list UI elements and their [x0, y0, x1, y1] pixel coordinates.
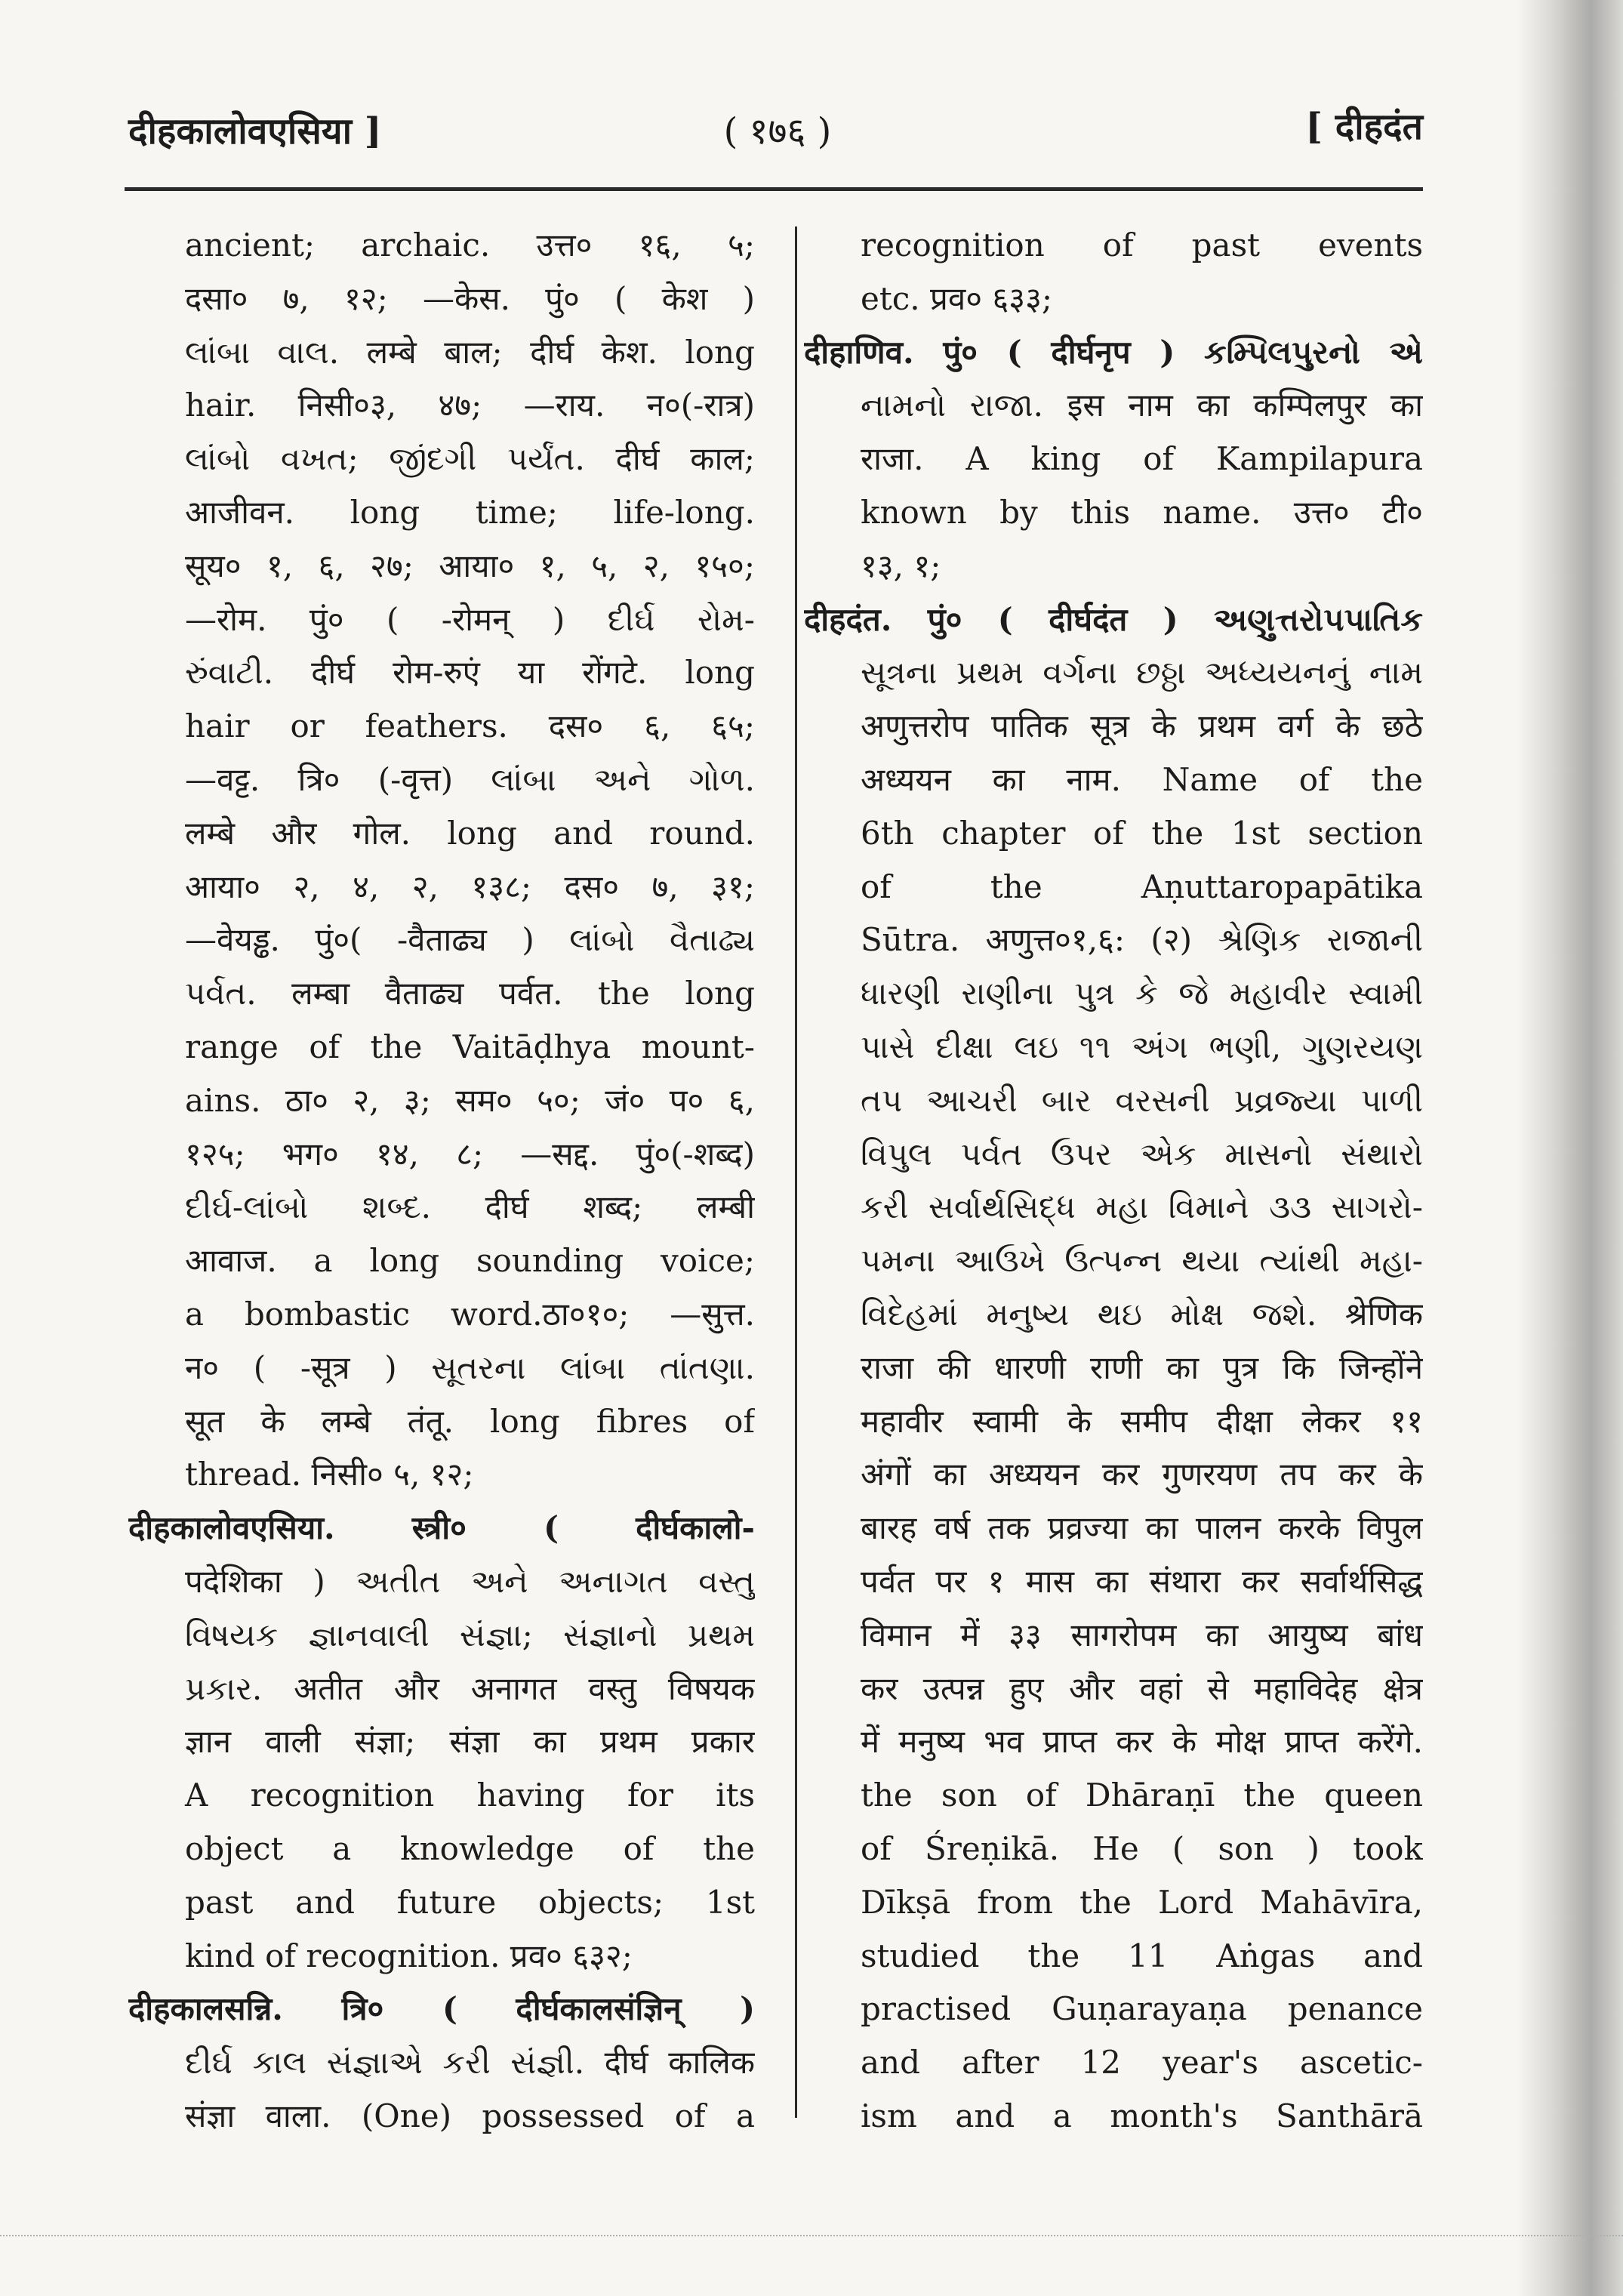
- text-line: में मनुष्य भव प्राप्त कर के मोक्ष प्राप्त करेंगे.: [861, 1723, 1423, 1761]
- text-line: १३, १;: [861, 547, 941, 584]
- text-line: दसा० ७, १२; —केस. पुं० ( केश ): [185, 279, 755, 317]
- page-number: ( १७६ ): [723, 110, 832, 153]
- text-line: known by this name. उत्त० टी०: [861, 493, 1423, 531]
- text-line: १२५; भग० १४, ८; —सद्द. पुं०(-शब्द): [185, 1135, 755, 1173]
- text-line: studied the 11 Aṅgas and: [861, 1937, 1423, 1974]
- text-line: સૂત્રના પ્રથમ વર્ગના છઠ્ઠા અધ્યયનનું નામ: [861, 654, 1423, 692]
- text-line: 6th chapter of the 1st section: [861, 814, 1423, 852]
- text-line: पदेशिका ) અતીત અને અનાગત વસ્તુ: [185, 1562, 755, 1600]
- text-line: सूत के लम्बे तंतू. long fibres of: [185, 1402, 755, 1440]
- text-line: લાંબો વખત; જીંદગી પર્યંત. दीर्घ काल;: [185, 440, 755, 478]
- text-line: पर्वत पर १ मास का संथारा कर सर्वार्थसिद्ध: [861, 1562, 1423, 1600]
- text-line: अणुत्तरोप पातिक सूत्र के प्रथम वर्ग के छठे: [861, 707, 1423, 745]
- text-line: राजा की धारणी राणी का पुत्र कि जिन्होंने: [861, 1348, 1423, 1386]
- text-line: ancient; archaic. उत्त० १६, ५;: [185, 227, 755, 264]
- text-line: દીર્ઘ-લાંબો શબ્દ. दीर्घ शब्द; लम्बी: [185, 1188, 755, 1226]
- column-divider: [795, 227, 797, 2118]
- text-line: आया० २, ४, २, १३८; दस० ७, ३१;: [185, 868, 755, 905]
- right-column: [804, 219, 1423, 2143]
- text-line: अध्ययन का नाम. Name of the: [861, 760, 1423, 798]
- text-line: ism and a month's Santhārā: [861, 2097, 1423, 2134]
- text-line: of the Aṇuttaropapātika: [861, 868, 1423, 905]
- text-line: દીર્ઘ કાલ સંજ્ઞાએ કરી સંજ્ઞી. दीर्घ कालिक: [185, 2044, 755, 2082]
- text-line: range of the Vaitāḍhya mount-: [185, 1028, 755, 1065]
- text-line: A recognition having for its: [185, 1777, 755, 1814]
- text-line: પમના આઉખે ઉત્પન્ન થયા ત્યાંથી મહા-: [861, 1242, 1423, 1280]
- text-line: recognition of past events: [861, 227, 1423, 264]
- bottom-scan-edge: [0, 2235, 1623, 2244]
- headword-line: दीहकालोवएसिया. स्त्री० ( दीर्घकालो-: [128, 1509, 755, 1547]
- left-column: [128, 219, 755, 2143]
- text-line: —वेयड्ढ. पुं०( -वैताढ्य ) લાંબો વૈતાઢ્ય: [185, 921, 755, 959]
- text-line: કરી સર્વાર્થસિદ્ધ મહા વિમાને ૩૩ સાગરો-: [861, 1188, 1423, 1226]
- text-line: લાંબા વાલ. लम्बे बाल; दीर्घ केश. long: [185, 333, 755, 371]
- text-line: વિષયક જ્ઞાનવાલી સંજ્ઞા; સંજ્ઞાનો પ્રથમ: [185, 1616, 755, 1653]
- text-line: hair. निसी०३, ४७; —राय. न०(-रात्र): [185, 387, 755, 424]
- text-line: નામનો રાજા. इस नाम का कम्पिलपुर का: [861, 387, 1423, 424]
- text-line: Dīkṣā from the Lord Mahāvīra,: [861, 1883, 1423, 1921]
- text-line: महावीर स्वामी के समीप दीक्षा लेकर ११: [861, 1402, 1423, 1440]
- text-line: વિપુલ પર્વત ઉપર એક માસનો સંથારો: [861, 1135, 1423, 1173]
- text-line: ज्ञान वाली संज्ञा; संज्ञा का प्रथम प्रकार: [185, 1723, 755, 1761]
- text-line: सूय० १, ६, २७; आया० १, ५, २, १५०;: [185, 547, 755, 584]
- text-line: kind of recognition. प्रव० ६३२;: [185, 1937, 633, 1974]
- text-line: विमान में ३३ सागरोपम का आयुष्य बांध: [861, 1616, 1423, 1653]
- page-edge-shadow: [1517, 0, 1623, 2296]
- headword-line: दीहकालसन्नि. त्रि० ( दीर्घकालसंज्ञिन् ): [128, 1990, 755, 2028]
- text-line: વિદેહમાં મનુષ્ય થઇ મોક્ષ જશે. श्रेणिक: [861, 1295, 1423, 1333]
- headword-line: दीहाणिव. पुं० ( दीर्घनृप ) કમ્પિલપુરનો એ: [804, 333, 1423, 371]
- text-line: પ્રકાર. अतीत और अनागत वस्तु विषयक: [185, 1669, 755, 1707]
- text-line: अंगों का अध्ययन कर गुणरयण तप कर के: [861, 1456, 1423, 1493]
- text-line: પાસે દીક્ષા લઇ ૧૧ અંગ ભણી, ગુણરયણ: [861, 1028, 1423, 1065]
- text-line: ains. ठा० २, ३; सम० ५०; जं० प० ६,: [185, 1081, 755, 1119]
- text-line: आजीवन. long time; life-long.: [185, 493, 755, 531]
- text-line: past and future objects; 1st: [185, 1883, 755, 1921]
- text-line: રુંવાટી. दीर्घ रोम-रुएं या रोंगटे. long: [185, 654, 755, 692]
- headword-line: दीहदंत. पुं० ( दीर्घदंत ) અણુત્તરોપપાતિક: [804, 600, 1423, 638]
- text-line: hair or feathers. दस० ६, ६५;: [185, 707, 755, 745]
- text-line: बारह वर्ष तक प्रव्रज्या का पालन करके विपुल: [861, 1509, 1423, 1547]
- text-line: object a knowledge of the: [185, 1829, 755, 1867]
- text-line: न० ( -सूत्र ) સૂતરના લાંબા તાંતણા.: [185, 1348, 755, 1386]
- header-rule: [125, 187, 1423, 191]
- right-guide-word: [ दीहदंत: [1305, 106, 1423, 148]
- text-line: પર્વત. लम्बा वैताढ्य पर्वत. the long: [185, 975, 755, 1012]
- text-line: thread. निसी० ५, १२;: [185, 1456, 474, 1493]
- text-line: and after 12 year's ascetic-: [861, 2044, 1423, 2082]
- text-line: लम्बे और गोल. long and round.: [185, 814, 755, 852]
- page-header: [0, 91, 1623, 166]
- text-line: राजा. A king of Kampilapura: [861, 440, 1423, 478]
- text-line: संज्ञा वाला. (One) possessed of a: [185, 2097, 755, 2134]
- text-line: कर उत्पन्न हुए और वहां से महाविदेह क्षेत्र: [861, 1669, 1423, 1707]
- text-line: તપ આચરી બાર વરસની પ્રવ્રજ્યા પાળી: [861, 1081, 1423, 1119]
- text-line: —वट्ट. त्रि० (-वृत्त) લાંબા અને ગોળ.: [185, 760, 755, 798]
- text-line: आवाज. a long sounding voice;: [185, 1242, 755, 1280]
- text-line: ધારણી રાણીના પુત્ર કે જે મહાવીર સ્વામી: [861, 975, 1423, 1012]
- text-line: of Śreṇikā. He ( son ) took: [861, 1829, 1423, 1867]
- text-line: —रोम. पुं० ( -रोमन् ) દીર્ઘ રોમ-: [185, 600, 755, 638]
- text-line: the son of Dhāraṇī the queen: [861, 1777, 1423, 1814]
- text-line: Sūtra. अणुत्त०१,६: (२) શ્રેણિક રાજાની: [861, 921, 1423, 959]
- left-guide-word: दीहकालोवएसिया ]: [128, 110, 382, 153]
- text-line: etc. प्रव० ६३३;: [861, 279, 1053, 317]
- text-line: practised Guṇarayaṇa penance: [861, 1990, 1423, 2028]
- text-line: a bombastic word.ठा०१०; —सुत्त.: [185, 1295, 755, 1333]
